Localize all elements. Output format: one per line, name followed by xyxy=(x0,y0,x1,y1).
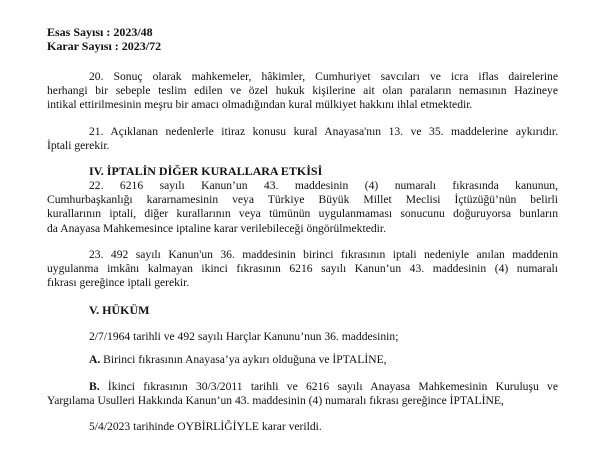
paragraph-line: da Anayasa Mahkemesince iptaline karar verilebileceği öngörülmektedir. xyxy=(47,221,386,235)
section-heading-v: V. HÜKÜM xyxy=(89,303,150,317)
paragraph-line: 23. 492 sayılı Kanun'un 36. maddesinin birinci fıkrasının iptali nedeniyle anılan maddenin xyxy=(89,248,558,261)
paragraph-line: herhangi bir sebeple teslim edilen ve özel hukuk kişilerine ait olan paraların nemasının Hazineye xyxy=(47,84,558,98)
paragraph-23 xyxy=(47,248,558,291)
closing-statement: 5/4/2023 tarihinde OYBİRLİĞİYLE karar verildi. xyxy=(89,420,322,433)
hukum-intro: 2/7/1964 tarihli ve 492 sayılı Harçlar Kanunu’nun 36. maddesinin; xyxy=(89,330,399,343)
paragraph-line: 20. Sonuç olarak mahkemeler, hâkimler, Cumhuriyet savcıları ve icra iflas dairelerine xyxy=(89,70,558,83)
paragraph-line xyxy=(89,380,558,394)
hukum-item-b xyxy=(47,380,558,408)
paragraph-22 xyxy=(47,179,558,236)
paragraph-line: Cumhurbaşkanlığı kararnamesinin veya Türkiye Büyük Millet Meclisi İçtüzüğü’nün belirli xyxy=(47,193,558,207)
decision-number: Karar Sayısı : 2023/72 xyxy=(47,39,162,53)
paragraph-line: Yargılama Usulleri Hakkında Kanun’un 43. maddesinin (4) numaralı fıkrası gereğince İPTALİNE, xyxy=(47,394,504,408)
paragraph-line: İptali gerekir. xyxy=(47,139,110,153)
paragraph-20 xyxy=(47,70,558,113)
section-heading-iv: IV. İPTALİN DİĞER KURALLARA ETKİSİ xyxy=(89,164,323,178)
paragraph-line: intikal ettirilmesinin meşru bir amacı olmadığından kural mülkiyet hakkını ihlal etmektedir. xyxy=(47,98,473,112)
item-text: İkinci fıkrasının 30/3/2011 tarihli ve 6216 sayılı Anayasa Mahkemesinin Kuruluşu ve xyxy=(99,380,558,393)
item-letter: A. xyxy=(89,353,101,366)
paragraph-line: 22. 6216 sayılı Kanun’un 43. maddesinin (4) numaralı fıkrasında kanunun, xyxy=(89,179,558,192)
paragraph-line: kurallarının iptali, diğer kurallarının veya tümünün uygulanmaması sonucunu doğuruyorsa bunların xyxy=(47,207,558,221)
hukum-item-a xyxy=(89,353,387,367)
item-letter: B. xyxy=(89,380,100,393)
paragraph-line: uygulanma imkânı kalmayan ikinci fıkrasının 6216 sayılı Kanun’un 43. maddesinin (4) numaralı xyxy=(47,262,558,276)
paragraph-line: fıkrası gereğince iptali gerekir. xyxy=(47,276,190,290)
item-text: Birinci fıkrasının Anayasa’ya aykırı olduğuna ve İPTALİNE, xyxy=(100,353,387,366)
paragraph-line: 21. Açıklanan nedenlerle itiraz konusu kural Anayasa'nın 13. ve 35. maddelerine aykırıdır. xyxy=(89,125,558,138)
paragraph-21 xyxy=(47,125,558,153)
case-number: Esas Sayısı : 2023/48 xyxy=(47,25,153,39)
